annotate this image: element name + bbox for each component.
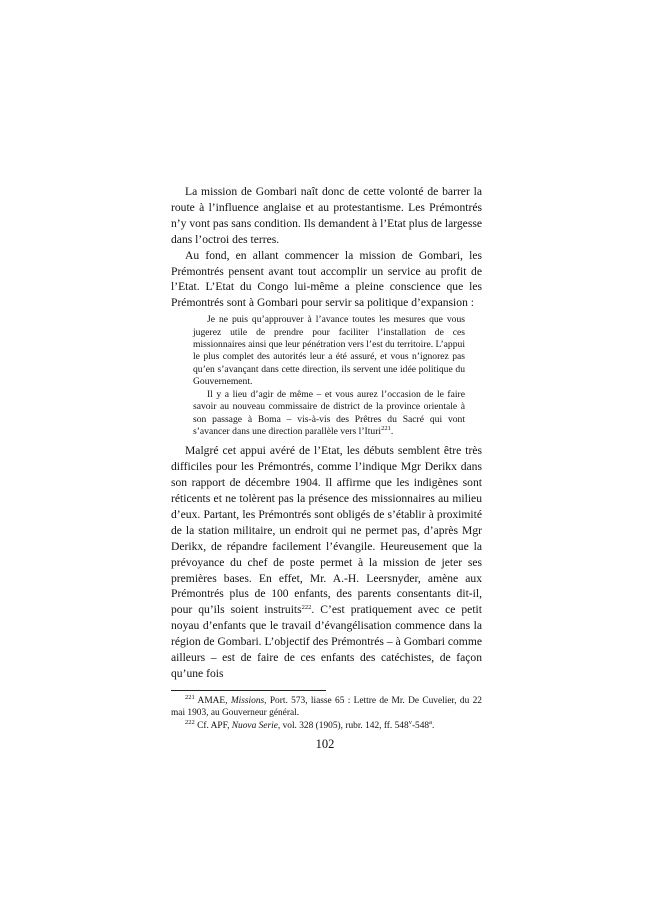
footnote-text: . bbox=[432, 720, 435, 731]
footnote-text: Cf. APF, bbox=[194, 720, 232, 731]
quote-text: Il y a lieu d’agir de même – et vous aurez l’occasion de le faire savoir au nouveau commissaire de district de la province orientale à son passage à Boma – vis-à-vis des Prêtres du Sacré qui vont s’avancer dans une direction parallèle vers l’Ituri bbox=[193, 388, 465, 437]
folio-superscript: v bbox=[408, 718, 412, 726]
footnote-reference: 222 bbox=[301, 604, 312, 612]
footnote-reference: 221 bbox=[381, 424, 391, 432]
footnote-number: 221 bbox=[185, 694, 195, 701]
paragraph: La mission de Gombari naît donc de cette volonté de barrer la route à l’influence anglaise et au protestantisme. Les Prémontrés n’y vont pas sans condition. Ils demandent à l’Etat plus de largesse dans l’octroi des terres. bbox=[171, 185, 482, 246]
paragraph-text: Malgré cet appui avéré de l’Etat, les débuts semblent être très difficiles pour les Prémontrés, comme l’indique Mgr Derikx dans son rapport de décembre 1904. Il affirme que les indigènes sont réticents et ne tolèrent pas la présence des missionnaires au milieu d’eux. Partant, les Prémontrés sont obligés de s’établir à proximité de la station militaire, un endroit qui ne permet pas, d’après Mgr Derikx, de répandre facilement l’évangile. Heureusement que la prévoyance du chef de poste permet à la mission de jeter ses premières bases. En effet, Mr. A.-H. Leersnyder, amène aux Prémontrés plus de 100 enfants, des parents consentants dit-il, pour qu’ils soient instruits bbox=[171, 444, 482, 617]
block-quote bbox=[193, 314, 465, 438]
footnote-title: Nuova Serie, bbox=[231, 720, 281, 731]
footnote bbox=[171, 695, 482, 720]
paragraph: Au fond, en allant commencer la mission de Gombari, les Prémontrés pensent avant tout accomplir un service au profit de l’Etat. L’Etat du Congo lui-même a pleine conscience que les Prémontrés sont à Gombari pour servir sa politique d’expansion : bbox=[171, 248, 482, 310]
footnote-text: -548 bbox=[411, 720, 430, 731]
page-number: 102 bbox=[315, 737, 335, 751]
footnote-text: AMAE, bbox=[194, 696, 231, 706]
paragraph bbox=[171, 443, 482, 682]
footnotes bbox=[171, 690, 482, 732]
quote-paragraph: Il y a lieu d’agir de même – et vous aurez l’occasion de le faire savoir au nouveau commissaire de district de la province orientale à son passage à Boma – vis-à-vis des Prêtres du Sacré qui vont s’avancer dans une direction parallèle vers l’Ituri$^{221}$. bbox=[193, 388, 465, 437]
quote-paragraph: Je ne puis qu’approuver à l’avance toutes les mesures que vous jugerez utile de prendre pour faciliter l’installation de ces missionnaires ainsi que leur pénétration vers l’est du territoire. L’appui le plus complet des autorités leur a été assuré, et vous n’ignorez pas qu’en s’avançant dans cette direction, ils servent une idée politique du Gouvernement. bbox=[193, 314, 465, 388]
footnote-separator bbox=[171, 690, 326, 691]
footnote-text: vol. 328 (1905), rubr. 142, ff. 548 bbox=[280, 720, 409, 731]
footnote-number: 222 bbox=[185, 718, 195, 726]
footnote-text: Port. 573, liasse 65 : Lettre de Mr. De Cuvelier, du 22 mai 1903, au Gouverneur général. bbox=[171, 696, 482, 719]
main-text bbox=[171, 184, 482, 682]
footnote bbox=[171, 720, 482, 732]
paragraph-text: . C’est pratiquement avec ce petit noyau d’enfants que le travail d’évangélisation commence dans la région de Gombari. L’objectif des Prémontrés – à Gombari comme ailleurs – est de faire de ces enfants des catéchistes, de façon qu’une fois bbox=[171, 603, 482, 680]
footnote-title: Missions, bbox=[230, 696, 267, 706]
folio-superscript: a bbox=[429, 718, 433, 726]
